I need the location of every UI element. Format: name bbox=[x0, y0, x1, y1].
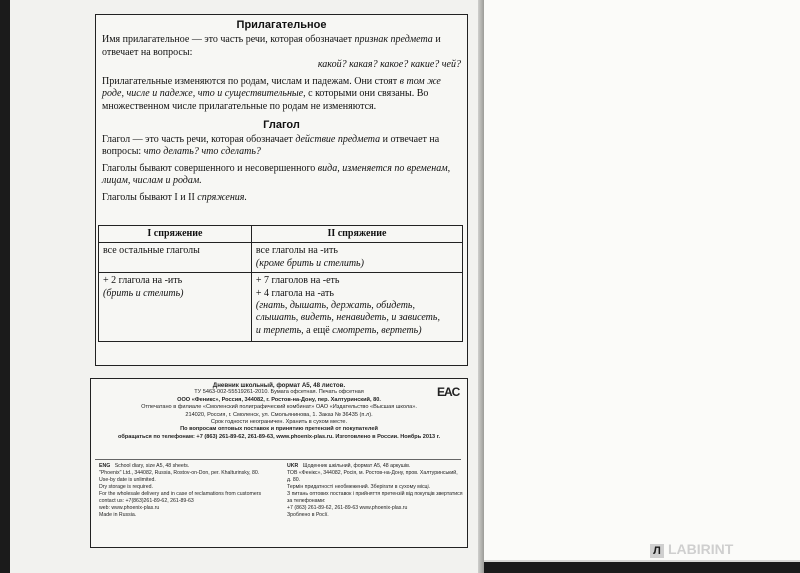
imprint-line: School diary, size A5, 48 sheets. bbox=[114, 463, 190, 469]
lang-tag: UKR bbox=[287, 463, 299, 469]
text-italic: в том же роде, числе и падеже, что и существительные, bbox=[102, 75, 441, 100]
text: + 7 глаголов на -еть bbox=[255, 275, 340, 287]
text-italic: действие предмета bbox=[295, 133, 381, 145]
cell-exceptions-2 bbox=[251, 273, 462, 342]
imprint-line: обращаться по телефонам: +7 (863) 261-89-62, 261-89-63, www.phoenix-plas.ru. Изготовлено в России. Ноябрь 2013 г. bbox=[117, 433, 441, 440]
text: а ещё bbox=[303, 324, 333, 336]
text-italic: что делать? что сделать? bbox=[143, 146, 261, 158]
rule-box bbox=[95, 14, 468, 366]
text: Прилагательные изменяются по родам, числам и падежам. Они стоят bbox=[102, 75, 400, 87]
table-row bbox=[99, 273, 463, 342]
imprint-russian bbox=[91, 382, 467, 441]
table-header-row bbox=[99, 226, 463, 243]
right-page bbox=[484, 0, 800, 562]
imprint-line: Made in Russia. bbox=[99, 512, 137, 518]
text-italic: (гнать, дышать, держать, обидеть, слышать, видеть, ненавидеть, и зависеть, bbox=[255, 300, 440, 324]
text: с которыми они связаны. Во множественном числе прилагательные по родам не изменяются. bbox=[102, 88, 429, 112]
imprint-line: web: www.phoenix-plas.ru bbox=[99, 505, 160, 511]
labirint-watermark bbox=[650, 541, 733, 558]
imprint-line: З питань оптових поставок і прийняття претензій від покупців звертатися за телефонами: bbox=[287, 491, 463, 504]
imprint-line: "Phoenix" Ltd., 344082, Russia, Rostov-on-Don, per. Khalturinsky, 80. bbox=[99, 470, 260, 476]
cell-it-verbs bbox=[251, 243, 462, 273]
imprint-line: По вопросам оптовых поставок и принятию претензий от покупателей bbox=[180, 426, 378, 433]
eac-mark: EAC bbox=[437, 385, 460, 399]
text: все глаголы на -ить bbox=[255, 245, 338, 257]
imprint-line: 214020, Россия, г. Смоленск, ул. Смольянинова, 1. Заказ № 36435 (п.л). bbox=[185, 411, 373, 418]
text-italic: спряжения. bbox=[197, 191, 247, 203]
verb-heading: Глагол bbox=[263, 118, 300, 131]
text: и отвечает на вопросы: bbox=[102, 34, 441, 58]
header-conjugation-1: I спряжение bbox=[99, 226, 252, 243]
imprint-line: For the wholesale delivery and in case of reclamations from customers bbox=[99, 491, 262, 497]
imprint-line: Dry storage is required. bbox=[99, 484, 153, 490]
table-row bbox=[99, 243, 463, 273]
watermark-text: LABIRINT bbox=[668, 541, 734, 557]
cell-exceptions-1 bbox=[99, 273, 252, 342]
imprint-ukrainian bbox=[287, 463, 463, 519]
text-italic: и терпеть, bbox=[255, 324, 304, 336]
imprint-line: Срок годности неограничен. Хранить в сухом месте. bbox=[210, 419, 348, 426]
text-italic: признак предмета bbox=[354, 34, 433, 45]
text: и отвечает на вопросы: bbox=[102, 133, 440, 158]
adjective-definition bbox=[102, 34, 461, 59]
imprint-line: Щоденник шкільний, формат А5, 48 аркушів. bbox=[302, 463, 411, 469]
imprint-english bbox=[99, 463, 277, 519]
verb-aspects bbox=[102, 163, 461, 188]
verb-definition bbox=[102, 134, 461, 159]
imprint-line: ТОВ «Фенікс», 344082, Росія, м. Ростов-на-Дону, пров. Халтуринський, д. 80. bbox=[287, 470, 458, 483]
text: + 2 глагола на -ить bbox=[103, 275, 183, 287]
imprint-line: Дневник школьный, формат А5, 48 листов. bbox=[212, 382, 346, 389]
text-italic: (брить и стелить) bbox=[103, 287, 184, 299]
text: Глагол — это часть речи, которая обозначает bbox=[102, 133, 296, 145]
text-italic: (кроме брить и стелить) bbox=[255, 257, 364, 269]
lang-tag: ENG bbox=[99, 463, 111, 469]
cell-other-verbs: все остальные глаголы bbox=[99, 243, 252, 273]
imprint-line: ТУ 5463-002-55519261-2010. Бумага офсетная. Печать офсетная bbox=[194, 389, 364, 396]
conjugation-table bbox=[98, 225, 463, 342]
header-conjugation-2: II спряжение bbox=[251, 226, 462, 243]
imprint-divider bbox=[95, 459, 461, 460]
adjective-rule bbox=[102, 76, 461, 114]
text-italic: вида, изменяется по временам, лицам, числам и родам. bbox=[102, 162, 451, 187]
verb-conjugations bbox=[102, 192, 461, 205]
text: Глаголы бывают совершенного и несовершенного bbox=[102, 162, 318, 174]
imprint-line: Use-by date is unlimited. bbox=[99, 477, 156, 483]
adjective-questions: какой? какая? какое? какие? чей? bbox=[317, 59, 461, 71]
adjective-heading: Прилагательное bbox=[236, 19, 327, 31]
imprint-line: +7 (863) 261-89-62, 261-89-63 www.phoenix-plas.ru bbox=[287, 505, 408, 511]
text: Глаголы бывают I и II bbox=[102, 191, 198, 203]
rule-box-content bbox=[102, 19, 461, 209]
imprint-line: ООО «Феникс», Россия, 344082, г. Ростов-на-Дону, пер. Халтуринский, 80. bbox=[177, 396, 381, 403]
text-italic: смотреть, вертеть) bbox=[332, 324, 422, 336]
text: Имя прилагательное — это часть речи, которая обозначает bbox=[102, 34, 355, 45]
imprint-box bbox=[90, 378, 468, 548]
imprint-line: Отпечатано в филиале «Смоленский полиграфический комбинат» ОАО «Издательство «Высшая школа». bbox=[141, 404, 417, 411]
imprint-line: contact us: +7(863)261-89-62, 261-89-63 bbox=[99, 498, 194, 504]
imprint-line: Зроблено в Росії. bbox=[287, 512, 329, 518]
labirint-logo-icon: Л bbox=[650, 544, 664, 558]
text: + 4 глагола на -ать bbox=[255, 287, 334, 299]
imprint-line: Термін придатності необмежений. Зберігати в сухому місці. bbox=[287, 484, 431, 490]
